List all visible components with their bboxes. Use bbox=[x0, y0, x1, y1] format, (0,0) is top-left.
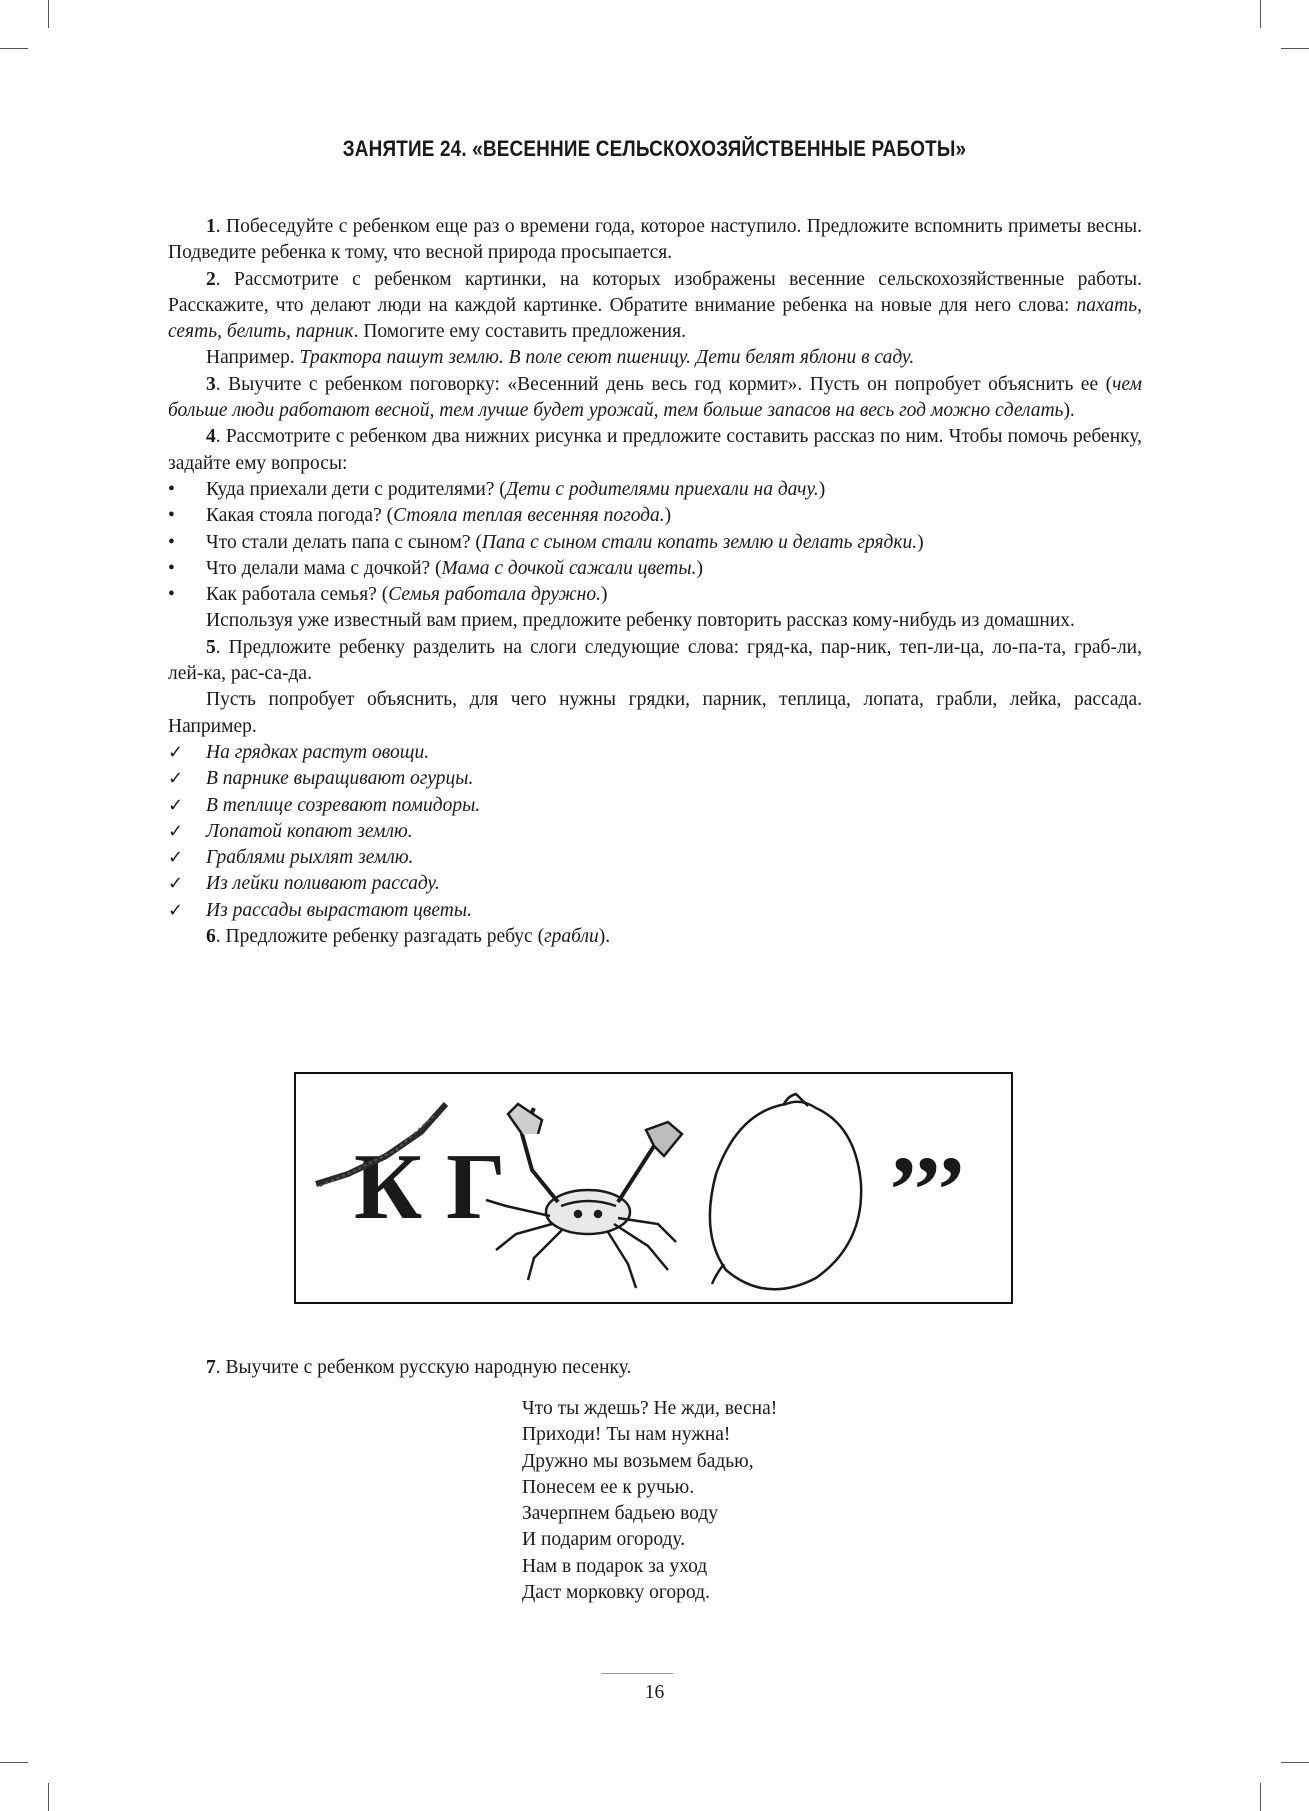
question-item: • Что стали делать папа с сыном? (Папа с сыном стали копать землю и делать грядки.) bbox=[168, 531, 924, 553]
crop-mark bbox=[1281, 1762, 1309, 1763]
example-item: ✓ В теплице созревают помидоры. bbox=[168, 794, 481, 816]
paragraph-4b: Используя уже известный вам прием, предложите ребенку повторить рассказ кому-нибудь из домашних. bbox=[206, 610, 1075, 632]
lesson-body bbox=[168, 214, 1142, 950]
question-item: • Какая стояла погода? (Стояла теплая весенняя погода.) bbox=[168, 505, 672, 527]
lesson-title: ЗАНЯТИЕ 24. «ВЕСЕННИЕ СЕЛЬСКОХОЗЯЙСТВЕННЫЕ РАБОТЫ» bbox=[342, 136, 967, 161]
paragraph-5: 5. Предложите ребенку разделить на слоги следующие слова: гряд-ка, пар-ник, теп-ли-ца, ло-па-та, граб-ли, лей-ка, рас-са-да. bbox=[168, 636, 1142, 685]
paragraph-3: 3. Выучите с ребенком поговорку: «Весенний день весь год кормит». Пусть он попробует объяснить ее (чем больше люди работают весной, тем лучше будет урожай, тем больше запасов на весь год можно сделать). bbox=[168, 373, 1142, 422]
rebus-letter-k: К bbox=[354, 1135, 423, 1239]
page-number-rule bbox=[601, 1673, 673, 1674]
example-item: ✓ На грядках растут овощи. bbox=[168, 741, 430, 763]
poem-line: Приходи! Ты нам нужна! bbox=[522, 1424, 731, 1446]
poem-line: Понесем ее к ручью. bbox=[522, 1476, 695, 1498]
poem-line: Что ты ждешь? Не жди, весна! bbox=[522, 1398, 778, 1419]
folk-song bbox=[522, 1396, 777, 1606]
rebus-letter-g: Г bbox=[446, 1135, 506, 1239]
poem-line: Нам в подарок за уход bbox=[522, 1555, 708, 1577]
poem-line: Даст морковку огород. bbox=[522, 1582, 710, 1604]
example-item: ✓ Граблями рыхлят землю. bbox=[168, 847, 414, 869]
crop-mark bbox=[1260, 0, 1261, 28]
paragraph-6: 6. Предложите ребенку разгадать ребус (грабли). bbox=[206, 926, 611, 948]
example-item: ✓ Из лейки поливают рассаду. bbox=[168, 873, 440, 895]
crop-mark bbox=[0, 1762, 28, 1763]
example-item: ✓ Лопатой копают землю. bbox=[168, 820, 413, 842]
example-item: ✓ Из рассады вырастают цветы. bbox=[168, 899, 472, 921]
paragraph-7: 7. Выучите с ребенком русскую народную песенку. bbox=[206, 1357, 632, 1378]
rebus-commas: ,,, bbox=[892, 1086, 964, 1193]
poem-line: Зачерпнем бадьею воду bbox=[522, 1503, 719, 1525]
poem-line: Дружно мы возьмем бадью, bbox=[522, 1450, 754, 1472]
crop-mark bbox=[1260, 1783, 1261, 1811]
lemon-icon bbox=[710, 1094, 861, 1289]
question-item: • Как работала семья? (Семья работала дружно.) bbox=[168, 584, 608, 606]
crop-mark bbox=[0, 48, 28, 49]
crop-mark bbox=[1281, 48, 1309, 49]
page-number: 16 bbox=[644, 1682, 665, 1703]
paragraph-4: 4. Рассмотрите с ребенком два нижних рисунка и предложите составить рассказ по ним. Чтобы помочь ребенку, задайте ему вопросы: bbox=[168, 426, 1142, 474]
crop-mark bbox=[48, 1783, 49, 1811]
paragraph-2: 2. Рассмотрите с ребенком картинки, на которых изображены весенние сельскохозяйственные работы. Расскажите, что делают люди на каждой картинке. Обратите внимание ребенка на новые для него слова: пахать, сеять, белить, парник. Помогите ему составить предложения. bbox=[168, 268, 1142, 343]
poem-line: И подарим огороду. bbox=[522, 1529, 686, 1551]
question-item: • Что делали мама с дочкой? (Мама с дочкой сажали цветы.) bbox=[168, 557, 703, 579]
paragraph-2-example: Например. Трактора пашут землю. В поле сеют пшеницу. Дети белят яблони в саду. bbox=[206, 347, 915, 369]
crop-mark bbox=[48, 0, 49, 28]
paragraph-1: 1. Побеседуйте с ребенком еще раз о времени года, которое наступило. Предложите вспомнить приметы весны. Подведите ребенка к тому, что весной природа просыпается. bbox=[168, 216, 1142, 264]
example-item: ✓ В парнике выращивают огурцы. bbox=[168, 768, 474, 790]
crab-icon bbox=[486, 1104, 682, 1288]
paragraph-5b: Пусть попробует объяснить, для чего нужны грядки, парник, теплица, лопата, грабли, лейка, рассада. Например. bbox=[168, 689, 1142, 737]
rebus-drawing bbox=[296, 1074, 1011, 1302]
rebus-puzzle bbox=[294, 1072, 1013, 1304]
question-item: • Куда приехали дети с родителями? (Дети с родителями приехали на дачу.) bbox=[168, 478, 826, 500]
